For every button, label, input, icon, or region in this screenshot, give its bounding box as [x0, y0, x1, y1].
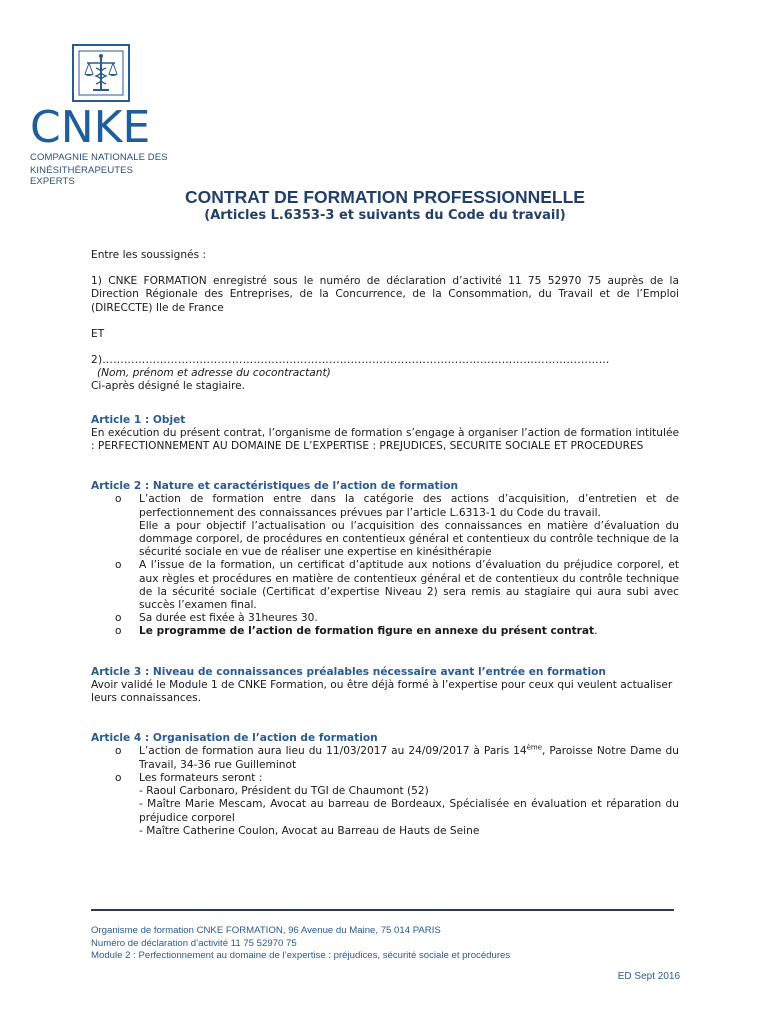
- document-body: [91, 249, 679, 838]
- bullet-icon: o: [115, 625, 122, 638]
- article2-item3: Sa durée est fixée à 31heures 30.: [139, 612, 318, 625]
- party2-fill-line: 2)……………………………………………………………………………………………………………………………: [91, 354, 610, 367]
- logo-subtitle-line1: COMPAGNIE NATIONALE DES: [30, 152, 168, 163]
- trainer-3: - Maître Catherine Coulon, Avocat au Barreau de Hauts de Seine: [139, 824, 480, 837]
- article4-item1-b: , Paroisse Notre Dame du Travail, 34-36 rue Guilleminot: [139, 745, 679, 771]
- logo-wordmark: CNKE: [30, 102, 151, 153]
- footer-line3: Module 2 : Perfectionnement au domaine de l’expertise : préjudices, sécurité sociale et procédures: [91, 950, 511, 962]
- logo-subtitle-line2: KINÉSITHÉRAPEUTES EXPERTS: [30, 165, 134, 187]
- footer-line2: Numéro de déclaration d’activité 11 75 52970 75: [91, 937, 297, 949]
- footer: [91, 925, 681, 963]
- trainer-1: - Raoul Carbonaro, Président du TGI de Chaumont (52): [139, 785, 429, 798]
- article3-text: Avoir validé le Module 1 de CNKE Formation, ou être déjà formé à l’expertise pour ceux qui veulent actualiser leurs connaissances.: [91, 678, 673, 705]
- party1-text: 1) CNKE FORMATION enregistré sous le numéro de déclaration d’activité 11 75 52970 75 auprès de la Direction Régionale des Entreprises, de la Concurrence, de la Consommation, du Travail et de l’Emploi (DIRECCTE) Ile de France: [91, 275, 679, 314]
- article4-list: [91, 745, 679, 837]
- list-item: [91, 772, 679, 838]
- list-item: [91, 559, 679, 612]
- list-item: [91, 745, 679, 771]
- edition-label: ED Sept 2016: [617, 971, 680, 982]
- et-text: ET: [91, 327, 105, 340]
- bullet-icon: o: [115, 745, 122, 758]
- document-subtitle: (Articles L.6353-3 et suivants du Code du travail): [204, 208, 566, 223]
- party2-designation: Ci-après désigné le stagiaire.: [91, 380, 246, 393]
- article4-item1-sup: ème: [526, 743, 543, 752]
- article2-item4: Le programme de l’action de formation figure en annexe du présent contrat: [139, 625, 595, 638]
- article3-heading: Article 3 : Niveau de connaissances préalables nécessaire avant l’entrée en formation: [91, 665, 606, 678]
- article2-item1b: Elle a pour objectif l’actualisation ou l’acquisition des connaissances en matière d’évaluation du dommage corporel, de procédures en contentieux général et contentieux du contrôle technique de la sécurité sociale en vue de réaliser une expertise en kinésithérapie: [139, 519, 679, 559]
- bullet-icon: o: [115, 612, 122, 625]
- bullet-icon: o: [115, 493, 122, 506]
- footer-divider: [91, 909, 674, 911]
- caduceus-scales-icon: [72, 44, 130, 102]
- list-item: [91, 625, 679, 638]
- document-title: CONTRAT DE FORMATION PROFESSIONNELLE: [185, 187, 585, 207]
- article4-item2-intro: Les formateurs seront :: [139, 771, 263, 784]
- article1-text: En exécution du présent contrat, l’organisme de formation s’engage à organiser l’action de formation intitulée : PERFECTIONNEMENT AU DOMAINE DE L’EXPERTISE : PREJUDICES, SECURITE SOCIALE ET PROCEDURES: [91, 426, 679, 453]
- bullet-icon: o: [115, 559, 122, 572]
- article2-heading: Article 2 : Nature et caractéristiques de l’action de formation: [91, 480, 459, 493]
- trainer-2: - Maître Marie Mescam, Avocat au barreau de Bordeaux, Spécialisée en évaluation et réparation du préjudice corporel: [139, 798, 679, 824]
- article2-item2: A l’issue de la formation, un certificat d’aptitude aux notions d’évaluation du préjudice corporel, et aux règles et procédures en matière de contentieux général et de contentieux du contrôle technique de la sécurité sociale (Certificat d’expertise Niveau 2) sera remis au stagiaire qui aura subi avec succès l’examen final.: [139, 559, 679, 612]
- party2-hint: (Nom, prénom et adresse du cocontractant): [97, 367, 331, 380]
- cnke-logo: [30, 44, 175, 187]
- footer-line1: Organisme de formation CNKE FORMATION, 96 Avenue du Maine, 75 014 PARIS: [91, 925, 441, 936]
- article1-heading: Article 1 : Objet: [91, 413, 186, 426]
- list-item: [91, 612, 679, 625]
- article4-heading: Article 4 : Organisation de l’action de formation: [91, 732, 378, 745]
- article2-item4-period: .: [594, 625, 598, 638]
- intro-text: Entre les soussignés :: [91, 249, 207, 261]
- article2-item1: L’action de formation entre dans la catégorie des actions d’acquisition, d’entretien et de perfectionnement des connaissances prévues par l’article L.6313-1 du Code du travail.: [139, 493, 679, 519]
- article4-item1-a: L’action de formation aura lieu du 11/03/2017 au 24/09/2017 à Paris 14: [139, 745, 527, 758]
- article2-list: [91, 493, 679, 638]
- list-item: [91, 493, 679, 559]
- bullet-icon: o: [115, 771, 122, 784]
